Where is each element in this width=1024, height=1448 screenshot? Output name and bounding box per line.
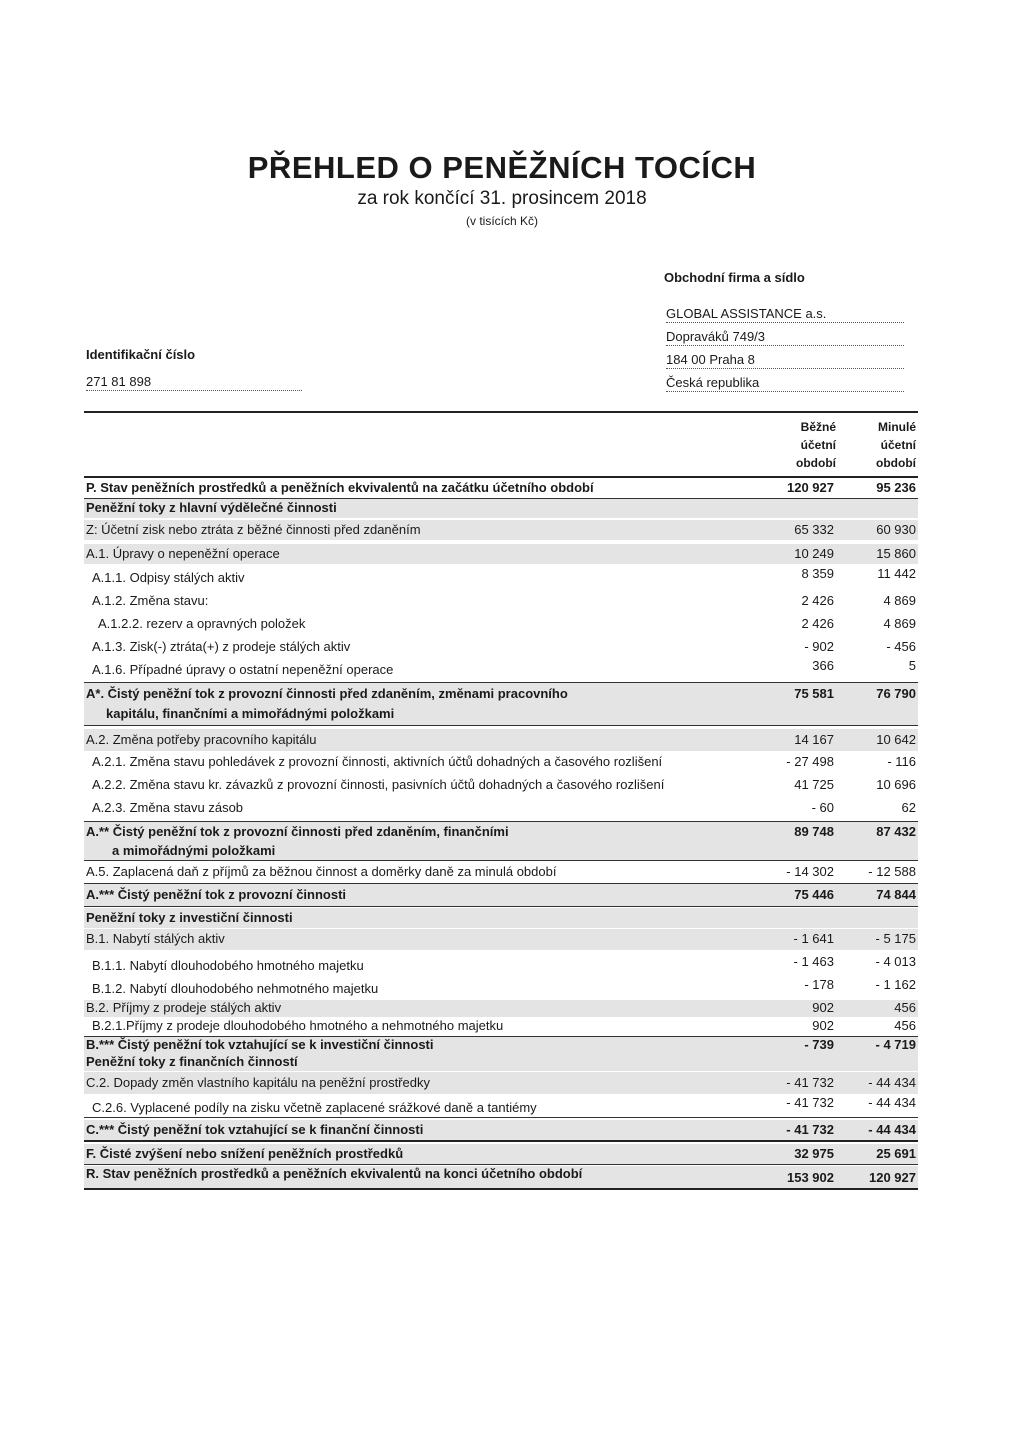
table-row-a11 <box>84 566 918 588</box>
row-label: C.*** Čistý peněžní tok vztahující se k finanční činnosti <box>86 1122 424 1137</box>
row-label: A.1. Úpravy o nepeněžní operace <box>86 546 280 561</box>
row-label: A.2.1. Změna stavu pohledávek z provozní činnosti, aktivních účtů dohadných a časového rozlišení <box>92 754 663 769</box>
row-previous: - 12 588 <box>868 864 916 879</box>
row-label: F. Čisté zvýšení nebo snížení peněžních prostředků <box>86 1146 404 1161</box>
table-row-a-double-star <box>84 821 918 861</box>
row-previous: 62 <box>901 800 916 815</box>
row-previous: 25 691 <box>876 1146 916 1161</box>
row-previous: - 5 175 <box>875 931 916 946</box>
row-current: 89 748 <box>794 824 834 839</box>
table-row-a21 <box>84 753 918 773</box>
row-label: P. Stav peněžních prostředků a peněžních ekvivalentů na začátku účetního období <box>86 480 594 495</box>
row-current: 902 <box>812 1000 834 1015</box>
row-current: - 902 <box>804 639 834 654</box>
row-current: - 41 732 <box>786 1122 834 1137</box>
row-label: B.1.1. Nabytí dlouhodobého hmotného majetku <box>92 958 364 973</box>
row-label: B.2.1.Příjmy z prodeje dlouhodobého hmotného a nehmotného majetku <box>92 1018 504 1033</box>
row-previous: 60 930 <box>876 522 916 537</box>
table-row-a5 <box>84 862 918 884</box>
row-previous: 10 642 <box>876 732 916 747</box>
row-current: 153 902 <box>787 1170 834 1185</box>
row-previous: 5 <box>908 658 916 673</box>
column-header-previous-line2: účetní <box>880 438 916 452</box>
column-header-current-line3: období <box>796 456 836 470</box>
row-previous: - 116 <box>887 754 916 769</box>
table-row-b-triple-star <box>84 1036 918 1054</box>
table-row-b21 <box>84 1018 918 1035</box>
row-current: 65 332 <box>794 522 834 537</box>
row-label: A.1.6. Případné úpravy o ostatní nepeněžní operace <box>92 662 394 677</box>
row-current: - 60 <box>811 800 834 815</box>
row-current: 75 446 <box>794 887 834 902</box>
table-row-a16 <box>84 658 918 680</box>
table-row-a12 <box>84 591 918 611</box>
row-previous: 4 869 <box>883 616 916 631</box>
row-label: B.1.2. Nabytí dlouhodobého nehmotného majetku <box>92 981 379 996</box>
row-previous: - 1 162 <box>875 977 916 992</box>
row-current: 75 581 <box>794 686 834 701</box>
table-row-r <box>84 1166 918 1190</box>
row-previous: 74 844 <box>876 887 916 902</box>
row-current: - 14 302 <box>786 864 834 879</box>
row-previous: 10 696 <box>876 777 916 792</box>
row-label: A.1.2.2. rezerv a opravných položek <box>98 616 306 631</box>
row-current: - 41 732 <box>786 1095 834 1110</box>
row-previous: 95 236 <box>876 480 916 495</box>
id-number-value: 271 81 898 <box>86 374 302 391</box>
row-current: 120 927 <box>787 480 834 495</box>
row-current: 41 725 <box>794 777 834 792</box>
row-previous: 87 432 <box>876 824 916 839</box>
section-heading-investment <box>84 908 918 928</box>
row-current: 366 <box>812 658 834 673</box>
company-country: Česká republika <box>666 375 904 392</box>
table-row-b1 <box>84 929 918 950</box>
row-current: - 1 641 <box>793 931 834 946</box>
row-previous: 456 <box>894 1000 916 1015</box>
report-units: (v tisících Kč) <box>465 214 538 228</box>
row-label: B.2. Příjmy z prodeje stálých aktiv <box>86 1000 282 1015</box>
row-current: 8 359 <box>801 566 834 581</box>
row-label: C.2. Dopady změn vlastního kapitálu na peněžní prostředky <box>86 1075 430 1090</box>
row-current: 902 <box>812 1018 834 1033</box>
table-row-a13 <box>84 637 918 657</box>
row-label: Peněžní toky z finančních činností <box>86 1054 298 1069</box>
row-previous: - 456 <box>886 639 916 654</box>
table-row-b12 <box>84 977 918 999</box>
row-previous: 4 869 <box>883 593 916 608</box>
table-row-a22 <box>84 775 918 795</box>
row-previous: 76 790 <box>876 686 916 701</box>
table-row-p <box>84 476 918 499</box>
row-current: - 41 732 <box>786 1075 834 1090</box>
row-label: Peněžní toky z hlavní výdělečné činnosti <box>86 500 337 515</box>
table-row-z <box>84 520 918 540</box>
row-current: 2 426 <box>801 616 834 631</box>
column-header-current <box>766 418 836 472</box>
header-rule <box>84 411 918 413</box>
table-row-a23 <box>84 799 918 819</box>
table-row-a2 <box>84 729 918 751</box>
column-header-previous <box>846 418 916 472</box>
row-label: B.1. Nabytí stálých aktiv <box>86 931 225 946</box>
column-header-previous-line1: Minulé <box>878 420 916 434</box>
company-name: GLOBAL ASSISTANCE a.s. <box>666 306 904 323</box>
table-row-c-triple-star <box>84 1120 918 1142</box>
row-label: A.5. Zaplacená daň z příjmů za běžnou činnost a doměrky daně za minulá období <box>86 864 557 879</box>
row-current: - 27 498 <box>786 754 834 769</box>
row-current: 14 167 <box>794 732 834 747</box>
row-previous: - 4 719 <box>875 1037 916 1052</box>
row-label: A.2. Změna potřeby pracovního kapitálu <box>86 732 317 747</box>
row-label: Z: Účetní zisk nebo ztráta z běžné činnosti před zdaněním <box>86 522 421 537</box>
row-current: 10 249 <box>794 546 834 561</box>
report-title: PŘEHLED O PENĚŽNÍCH TOCÍCH <box>247 150 757 185</box>
row-current: - 178 <box>804 977 834 992</box>
table-row-a-star <box>84 682 918 726</box>
row-current: 32 975 <box>794 1146 834 1161</box>
column-header-current-line2: účetní <box>800 438 836 452</box>
row-current: 2 426 <box>801 593 834 608</box>
table-row-a122 <box>84 614 918 634</box>
row-label: A*. Čistý peněžní tok z provozní činnosti před zdaněním, změnami pracovního <box>86 686 568 701</box>
row-label: Peněžní toky z investiční činnosti <box>86 910 293 925</box>
row-label: C.2.6. Vyplacené podíly na zisku včetně zaplacené srážkové daně a tantiémy <box>92 1100 537 1115</box>
row-label-continued: kapitálu, finančními a mimořádnými položkami <box>106 706 395 721</box>
row-label-continued: a mimořádnými položkami <box>112 843 276 858</box>
row-label: A.2.2. Změna stavu kr. závazků z provozní činnosti, pasivních účtů dohadných a časového rozlišení <box>92 777 665 792</box>
row-previous: 15 860 <box>876 546 916 561</box>
section-heading-financial <box>84 1053 918 1071</box>
row-current: - 739 <box>804 1037 834 1052</box>
table-row-b11 <box>84 954 918 976</box>
row-previous: 11 442 <box>877 566 916 581</box>
row-previous: 456 <box>894 1018 916 1033</box>
report-subtitle: za rok končící 31. prosincem 2018 <box>357 188 647 209</box>
table-row-c26 <box>84 1095 918 1118</box>
row-previous: 120 927 <box>869 1170 916 1185</box>
row-label: A.*** Čistý peněžní tok z provozní činnosti <box>86 887 347 902</box>
row-previous: - 44 434 <box>868 1075 916 1090</box>
table-row-c2 <box>84 1072 918 1094</box>
row-label: A.1.2. Změna stavu: <box>92 593 209 608</box>
company-city: 184 00 Praha 8 <box>666 352 904 369</box>
company-street: Dopraváků 749/3 <box>666 329 904 346</box>
row-label: A.1.1. Odpisy stálých aktiv <box>92 570 245 585</box>
row-previous: - 44 434 <box>868 1095 916 1110</box>
table-row-a-triple-star <box>84 884 918 907</box>
row-label: R. Stav peněžních prostředků a peněžních ekvivalentů na konci účetního období <box>86 1166 583 1181</box>
column-header-current-line1: Běžné <box>800 420 836 434</box>
company-heading: Obchodní firma a sídlo <box>664 270 805 285</box>
table-row-b2 <box>84 1000 918 1017</box>
table-row-a1 <box>84 544 918 564</box>
row-label: A.1.3. Zisk(-) ztráta(+) z prodeje stálých aktiv <box>92 639 351 654</box>
row-label: B.*** Čistý peněžní tok vztahující se k investiční činnosti <box>86 1037 434 1052</box>
id-number-label: Identifikační číslo <box>86 347 196 362</box>
column-header-previous-line3: období <box>876 456 916 470</box>
row-label: A.2.3. Změna stavu zásob <box>92 800 244 815</box>
row-previous: - 4 013 <box>875 954 916 969</box>
row-label: A.** Čistý peněžní tok z provozní činnosti před zdaněním, finančními <box>86 824 509 839</box>
section-heading-operating <box>84 499 918 518</box>
row-previous: - 44 434 <box>868 1122 916 1137</box>
table-row-f <box>84 1144 918 1165</box>
row-current: - 1 463 <box>793 954 834 969</box>
